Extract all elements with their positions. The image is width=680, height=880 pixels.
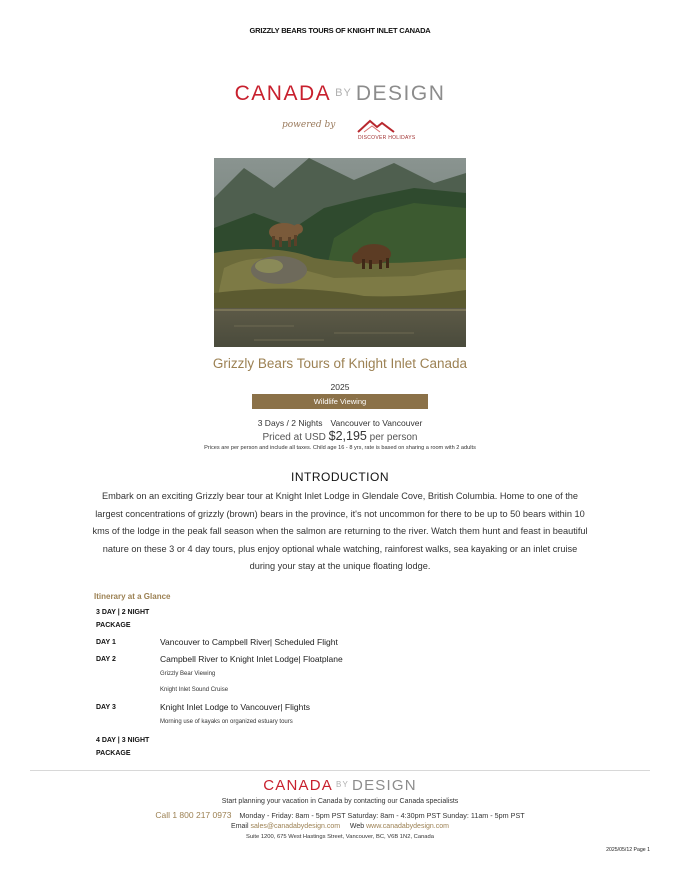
powered-by-text: powered by	[282, 120, 336, 130]
footer-divider	[30, 770, 650, 771]
logo-canada: CANADA	[234, 82, 332, 105]
office-hours: Monday - Friday: 8am - 5pm PST Saturday: 8am - 4:30pm PST Sunday: 11am - 5pm PST	[239, 811, 525, 820]
footer-email-web	[0, 823, 680, 830]
price-note: Prices are per person and include all taxes. Child age 16 - 8 yrs, rate is based on sharing a room with 2 adults	[204, 445, 476, 451]
logo-design: DESIGN	[355, 82, 446, 105]
price-prefix: Priced at USD	[262, 432, 326, 443]
price-amount: $2,195	[328, 429, 367, 443]
day-3-title: Knight Inlet Lodge to Vancouver| Flights	[160, 702, 310, 712]
footer-logo-by: BY	[335, 780, 350, 789]
document-header-title: GRIZZLY BEARS TOURS OF KNIGHT INLET CANADA	[249, 26, 431, 35]
footer-logo	[0, 777, 680, 794]
day-1-label: DAY 1	[96, 639, 116, 646]
day-2-activity: Knight Inlet Sound Cruise	[160, 687, 229, 693]
discover-holidays-name: DISCOVER HOLIDAYS	[358, 135, 416, 141]
canada-by-design-logo	[0, 82, 680, 106]
day-2-label: DAY 2	[96, 656, 116, 663]
duration-text: 3 Days / 2 Nights	[257, 418, 323, 428]
page-number: 2025/05/12 Page 1	[606, 847, 650, 853]
tour-price	[0, 429, 680, 443]
day-2-activity: Grizzly Bear Viewing	[160, 671, 216, 677]
itinerary-heading: Itinerary at a Glance	[94, 592, 171, 601]
category-badge: Wildlife Viewing	[252, 394, 428, 409]
day-3-label: DAY 3	[96, 704, 116, 711]
footer-logo-design: DESIGN	[352, 777, 417, 794]
logo-by: BY	[335, 87, 352, 99]
price-suffix: per person	[369, 432, 418, 443]
day-3-activity: Morning use of kayaks on organized estuary tours	[160, 719, 293, 725]
email-link[interactable]: sales@canadabydesign.com	[250, 823, 341, 830]
footer-tagline: Start planning your vacation in Canada by contacting our Canada specialists	[221, 798, 459, 805]
web-link[interactable]: www.canadabydesign.com	[366, 823, 449, 830]
route-text: Vancouver to Vancouver	[330, 418, 423, 428]
powered-by-logo	[282, 116, 416, 146]
tour-year: 2025	[330, 382, 350, 392]
phone-link[interactable]: Call 1 800 217 0973	[155, 810, 232, 820]
email-label: Email	[231, 823, 249, 830]
footer-logo-canada: CANADA	[263, 777, 333, 794]
footer-contact-hours	[0, 810, 680, 820]
introduction-heading: INTRODUCTION	[291, 470, 389, 484]
package-3-day-label: 3 DAY | 2 NIGHT PACKAGE	[96, 609, 150, 629]
day-2-title: Campbell River to Knight Inlet Lodge| Floatplane	[160, 654, 343, 664]
day-1-title: Vancouver to Campbell River| Scheduled Flight	[160, 637, 338, 647]
tour-title: Grizzly Bears Tours of Knight Inlet Canada	[212, 356, 468, 371]
package-4-day-label: 4 DAY | 3 NIGHT PACKAGE	[96, 737, 150, 757]
web-label: Web	[349, 823, 365, 830]
introduction-text: Embark on an exciting Grizzly bear tour at Knight Inlet Lodge in Glendale Cove, British Columbia. Home to one of the largest concentrations of grizzly (brown) bears in the province, it's not uncommon for there to be up to 50 bears within 10 kms of the lodge in the peak fall season when the salmon are returning to the river. Watch them hunt and feast in beautiful nature on these 3 or 4 day tours, plus enjoy optional whale watching, rainforest walks, sea kayaking or an inlet cruise during your stay at the unique floating lodge.	[92, 491, 588, 572]
footer-address: Suite 1200, 675 West Hastings Street, Vancouver, BC, V6B 1N2, Canada	[246, 834, 434, 840]
grizzly-bears-photo	[214, 158, 466, 347]
tour-duration	[0, 418, 680, 428]
discover-holidays-mountain-icon	[356, 118, 396, 134]
